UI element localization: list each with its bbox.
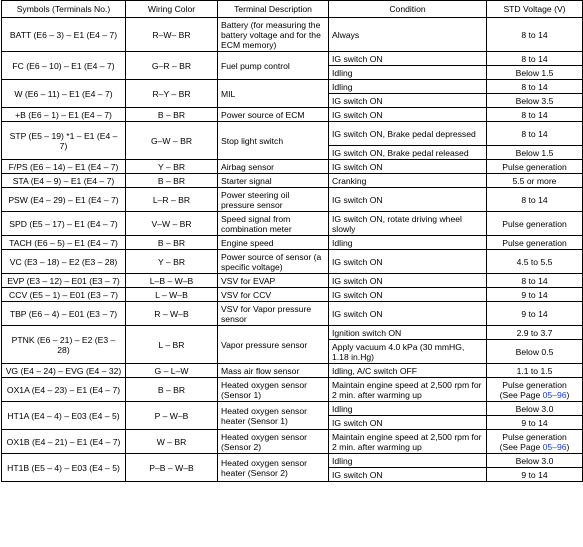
terminal-description-cell: Heated oxygen sensor heater (Sensor 1): [218, 402, 329, 430]
terminal-description-cell: VSV for EVAP: [218, 274, 329, 288]
std-voltage-cell: 5.5 or more: [487, 174, 583, 188]
condition-cell: Cranking: [329, 174, 487, 188]
std-voltage-cell: 2.9 to 3.7: [487, 326, 583, 340]
symbol-cell: TBP (E6 – 4) – E01 (E3 – 7): [2, 302, 126, 326]
condition-cell: IG switch ON: [329, 468, 487, 482]
wiring-color-cell: G – L–W: [126, 364, 218, 378]
condition-cell: IG switch ON: [329, 108, 487, 122]
see-page-close: ): [566, 389, 570, 400]
symbol-cell: OX1B (E4 – 21) – E1 (E4 – 7): [2, 430, 126, 454]
wiring-color-cell: G–R – BR: [126, 52, 218, 80]
condition-cell: IG switch ON: [329, 160, 487, 174]
condition-cell: IG switch ON: [329, 250, 487, 274]
table-row: [2, 364, 583, 378]
symbol-cell: CCV (E5 – 1) – E01 (E3 – 7): [2, 288, 126, 302]
symbol-cell: FC (E6 – 10) – E1 (E4 – 7): [2, 52, 126, 80]
wiring-color-cell: L – W–B: [126, 288, 218, 302]
std-voltage-cell: [487, 430, 583, 454]
condition-cell: IG switch ON: [329, 288, 487, 302]
symbol-cell: BATT (E6 – 3) – E1 (E4 – 7): [2, 18, 126, 52]
std-voltage-cell: 9 to 14: [487, 468, 583, 482]
wiring-color-cell: L – BR: [126, 326, 218, 364]
condition-cell: Maintain engine speed at 2,500 rpm for 2 min. after warming up: [329, 378, 487, 402]
condition-cell: IG switch ON: [329, 52, 487, 66]
terminal-description-cell: Power source of sensor (a specific voltage): [218, 250, 329, 274]
table-row: [2, 188, 583, 212]
wiring-color-cell: B – BR: [126, 108, 218, 122]
condition-cell: Idling: [329, 454, 487, 468]
terminal-description-cell: Stop light switch: [218, 122, 329, 160]
wiring-color-cell: P – W–B: [126, 402, 218, 430]
std-voltage-cell: Below 0.5: [487, 340, 583, 364]
wiring-color-cell: L–B – W–B: [126, 274, 218, 288]
symbol-cell: STP (E5 – 19) *1 – E1 (E4 – 7): [2, 122, 126, 160]
header-std-voltage: STD Voltage (V): [487, 1, 583, 18]
terminal-description-cell: Airbag sensor: [218, 160, 329, 174]
terminal-description-cell: Starter signal: [218, 174, 329, 188]
std-voltage-cell: Below 1.5: [487, 66, 583, 80]
terminal-description-cell: Mass air flow sensor: [218, 364, 329, 378]
table-row: [2, 160, 583, 174]
condition-cell: IG switch ON: [329, 94, 487, 108]
see-page-close: ): [566, 441, 570, 452]
symbol-cell: PSW (E4 – 29) – E1 (E4 – 7): [2, 188, 126, 212]
terminal-description-cell: Fuel pump control: [218, 52, 329, 80]
wiring-color-cell: R–Y – BR: [126, 80, 218, 108]
symbol-cell: STA (E4 – 9) – E1 (E4 – 7): [2, 174, 126, 188]
wiring-color-cell: Y – BR: [126, 160, 218, 174]
std-voltage-cell: Below 3.0: [487, 454, 583, 468]
terminal-description-cell: Engine speed: [218, 236, 329, 250]
symbol-cell: HT1A (E4 – 4) – E03 (E4 – 5): [2, 402, 126, 430]
symbol-cell: PTNK (E6 – 21) – E2 (E3 – 28): [2, 326, 126, 364]
std-voltage-cell: 1.1 to 1.5: [487, 364, 583, 378]
std-voltage-cell: 8 to 14: [487, 18, 583, 52]
std-voltage-cell: Below 3.5: [487, 94, 583, 108]
terminal-description-cell: VSV for Vapor pressure sensor: [218, 302, 329, 326]
condition-cell: Maintain engine speed at 2,500 rpm for 2 min. after warming up: [329, 430, 487, 454]
terminal-description-cell: Power source of ECM: [218, 108, 329, 122]
table-row: [2, 378, 583, 402]
table-row: [2, 326, 583, 340]
condition-cell: Idling, A/C switch OFF: [329, 364, 487, 378]
table-row: [2, 212, 583, 236]
page-reference-link[interactable]: 05–96: [542, 441, 567, 452]
std-voltage-cell: 9 to 14: [487, 416, 583, 430]
terminal-voltage-table: [1, 0, 583, 482]
symbol-cell: HT1B (E5 – 4) – E03 (E4 – 5): [2, 454, 126, 482]
condition-cell: Idling: [329, 80, 487, 94]
wiring-color-cell: W – BR: [126, 430, 218, 454]
terminal-description-cell: Heated oxygen sensor heater (Sensor 2): [218, 454, 329, 482]
page-reference-link[interactable]: 05–96: [542, 389, 567, 400]
condition-cell: Ignition switch ON: [329, 326, 487, 340]
table-row: [2, 302, 583, 326]
table-row: [2, 454, 583, 468]
terminal-description-cell: Heated oxygen sensor (Sensor 2): [218, 430, 329, 454]
header-terminal-description: Terminal Description: [218, 1, 329, 18]
table-row: [2, 80, 583, 94]
wiring-color-cell: Y – BR: [126, 250, 218, 274]
std-voltage-cell: Below 3.0: [487, 402, 583, 416]
terminal-description-cell: Vapor pressure sensor: [218, 326, 329, 364]
symbol-cell: VG (E4 – 24) – EVG (E4 – 32): [2, 364, 126, 378]
condition-cell: IG switch ON, Brake pedal released: [329, 146, 487, 160]
std-voltage-cell: Pulse generation: [487, 160, 583, 174]
condition-cell: Always: [329, 18, 487, 52]
see-page-text: (See Page: [499, 389, 543, 400]
condition-cell: Idling: [329, 402, 487, 416]
terminal-description-cell: MIL: [218, 80, 329, 108]
table-row: [2, 288, 583, 302]
std-voltage-cell: 8 to 14: [487, 274, 583, 288]
symbol-cell: W (E6 – 11) – E1 (E4 – 7): [2, 80, 126, 108]
terminal-description-cell: Speed signal from combination meter: [218, 212, 329, 236]
std-voltage-cell: 8 to 14: [487, 80, 583, 94]
terminal-description-cell: VSV for CCV: [218, 288, 329, 302]
std-voltage-cell: 9 to 14: [487, 288, 583, 302]
wiring-color-cell: R – W–B: [126, 302, 218, 326]
symbol-cell: F/PS (E6 – 14) – E1 (E4 – 7): [2, 160, 126, 174]
wiring-color-cell: P–B – W–B: [126, 454, 218, 482]
see-page-text: (See Page: [499, 441, 543, 452]
table-row: [2, 174, 583, 188]
terminal-description-cell: Battery (for measuring the battery voltage and for the ECM memory): [218, 18, 329, 52]
std-voltage-cell: Below 1.5: [487, 146, 583, 160]
table-body: [2, 18, 583, 482]
condition-cell: IG switch ON, rotate driving wheel slowly: [329, 212, 487, 236]
table-row: [2, 250, 583, 274]
table-row: [2, 274, 583, 288]
std-voltage-cell: Pulse generation: [487, 236, 583, 250]
std-voltage-cell: [487, 378, 583, 402]
table-header-row: [2, 1, 583, 18]
condition-cell: IG switch ON: [329, 274, 487, 288]
table-row: [2, 122, 583, 146]
table-row: [2, 236, 583, 250]
header-condition: Condition: [329, 1, 487, 18]
condition-cell: IG switch ON: [329, 188, 487, 212]
table-row: [2, 52, 583, 66]
std-voltage-cell: 8 to 14: [487, 108, 583, 122]
condition-cell: Idling: [329, 236, 487, 250]
wiring-color-cell: R–W– BR: [126, 18, 218, 52]
voltage-value: Pulse generation: [502, 379, 567, 390]
header-symbols: Symbols (Terminals No.): [2, 1, 126, 18]
wiring-color-cell: V–W – BR: [126, 212, 218, 236]
condition-cell: IG switch ON, Brake pedal depressed: [329, 122, 487, 146]
table-row: [2, 108, 583, 122]
symbol-cell: VC (E3 – 18) – E2 (E3 – 28): [2, 250, 126, 274]
terminal-description-cell: Power steering oil pressure sensor: [218, 188, 329, 212]
std-voltage-cell: Pulse generation: [487, 212, 583, 236]
std-voltage-cell: 8 to 14: [487, 188, 583, 212]
header-wiring-color: Wiring Color: [126, 1, 218, 18]
wiring-color-cell: B – BR: [126, 378, 218, 402]
condition-cell: IG switch ON: [329, 416, 487, 430]
condition-cell: Apply vacuum 4.0 kPa (30 mmHG, 1.18 in.Hg): [329, 340, 487, 364]
symbol-cell: SPD (E5 – 17) – E1 (E4 – 7): [2, 212, 126, 236]
condition-cell: Idling: [329, 66, 487, 80]
voltage-value: Pulse generation: [502, 431, 567, 442]
table-row: [2, 430, 583, 454]
symbol-cell: TACH (E6 – 5) – E1 (E4 – 7): [2, 236, 126, 250]
terminal-description-cell: Heated oxygen sensor (Sensor 1): [218, 378, 329, 402]
wiring-color-cell: L–R – BR: [126, 188, 218, 212]
std-voltage-cell: 9 to 14: [487, 302, 583, 326]
symbol-cell: OX1A (E4 – 23) – E1 (E4 – 7): [2, 378, 126, 402]
symbol-cell: +B (E6 – 1) – E1 (E4 – 7): [2, 108, 126, 122]
table-row: [2, 402, 583, 416]
table-row: [2, 18, 583, 52]
wiring-color-cell: B – BR: [126, 236, 218, 250]
std-voltage-cell: 8 to 14: [487, 122, 583, 146]
symbol-cell: EVP (E3 – 12) – E01 (E3 – 7): [2, 274, 126, 288]
wiring-color-cell: G–W – BR: [126, 122, 218, 160]
wiring-color-cell: B – BR: [126, 174, 218, 188]
std-voltage-cell: 4.5 to 5.5: [487, 250, 583, 274]
std-voltage-cell: 8 to 14: [487, 52, 583, 66]
condition-cell: IG switch ON: [329, 302, 487, 326]
